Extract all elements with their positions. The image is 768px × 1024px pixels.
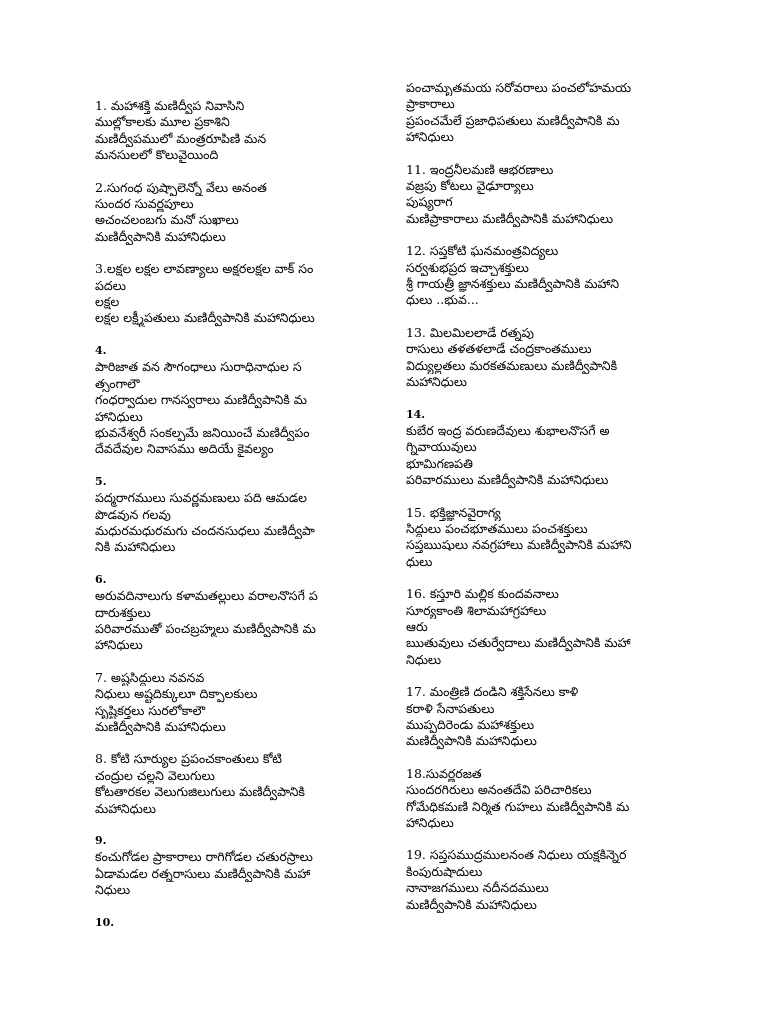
verse-line: హానిధులు: [95, 637, 143, 653]
verse-line: భువనేశ్వరీ సంకల్పమే జనియించే మణిద్వీపం: [95, 424, 310, 440]
verse-line: 9.: [95, 834, 107, 848]
verse-line: చంద్రుల చల్లని వెలుగులు: [95, 767, 215, 783]
verse-stanza: [95, 261, 415, 327]
verse-line: నిధులు అష్టదిక్కులూ దిక్పాలకులు: [95, 686, 258, 702]
verse-line: పొడవున గలవు: [95, 506, 171, 522]
verse-line: ధులు ..భువ...: [406, 292, 479, 308]
verse-line: మధురమధురమగు చందనసుధలు మణిద్వీపా: [95, 522, 315, 538]
verse-line: కింపురుషాదులు: [406, 863, 483, 879]
verse-line: కుబేర ఇంద్ర వరుణదేవులు శుభాలనొసగే అ: [406, 422, 610, 438]
verse-stanza: [95, 572, 415, 654]
verse-line: మహానిధులు: [95, 800, 157, 816]
verse-line: పుష్యరాగ: [406, 194, 453, 210]
verse-line: 14.: [406, 407, 426, 421]
verse-line: 13. మిలమిలలాడే రత్నపు: [406, 324, 535, 340]
verse-line: త్సంగాలౌ: [95, 375, 140, 391]
verse-line: ఋతువులు చతుర్వేదాలు మణిద్వీపానికి మహా: [406, 635, 631, 651]
verse-stanza: [95, 180, 415, 246]
verse-line: 11. ఇంద్రనీలమణి ఆభరణాలు: [406, 161, 554, 177]
verse-stanza: [406, 407, 726, 489]
verse-line: సుందరగిరులు అనంతదేవి పరిచారికలు: [406, 782, 592, 798]
verse-line: 4.: [95, 343, 107, 357]
verse-line: సప్తఋషులు నవగ్రహాలు మణిద్వీపానికి మహాని: [406, 537, 632, 553]
verse-stanza: [406, 243, 726, 309]
verse-stanza: [95, 98, 415, 164]
verse-line: 5.: [95, 474, 107, 488]
verse-line: 1. మహాశక్తి మణిద్వీప నివాసిని: [95, 98, 245, 113]
verse-line: వజ్రపు కోటలు వైఢూర్యాలు: [406, 178, 534, 194]
verse-line: ధులు: [406, 553, 433, 569]
verse-stanza: [406, 162, 726, 228]
verse-line: 15. భక్తిజ్ఞానవైరాగ్య: [406, 504, 501, 520]
verse-line: 12. సప్తకోటి ఘనమంత్రవిద్యలు: [406, 243, 559, 259]
verse-stanza: [95, 915, 415, 931]
verse-line: మణిద్వీపానికి మహానిధులు: [95, 228, 226, 244]
verse-line: 2.సుగంధ పుష్పాలెన్నో వేలు అనంత: [95, 179, 267, 195]
verse-line: హానిధులు: [406, 129, 454, 145]
verse-line: 18.సువర్ణరజత: [406, 765, 482, 781]
verse-line: పదలు: [95, 277, 126, 293]
verse-stanza: [406, 80, 726, 146]
verse-stanza: [95, 670, 415, 736]
right-column: [406, 80, 726, 929]
verse-line: గోమేధికమణి నిర్మిత గుహలు మణిద్వీపానికి మ: [406, 798, 630, 814]
verse-stanza: [95, 474, 415, 556]
verse-line: మణిద్వీపములో మంత్రరూపిణి మన: [95, 130, 267, 146]
verse-line: 19. సప్తసముద్రములనంత నిధులు యక్షకిన్నెర: [406, 847, 627, 863]
verse-line: విద్యుల్లతలు మరకతమణులు మణిద్వీపానికి: [406, 357, 618, 373]
verse-line: రాసులు తళతళలాడే చంద్రకాంతములు: [406, 341, 592, 357]
verse-line: సిద్ధులు పంచభూతములు పంచశక్తులు: [406, 520, 588, 536]
verse-line: ప్రాకారాలు: [406, 96, 455, 112]
verse-line: మహానిధులు: [406, 374, 468, 390]
verse-line: సూర్యకాంతి శిలామహాగ్రహాలు: [406, 602, 547, 618]
verse-line: గంధర్వాదుల గానస్వరాలు మణిద్వీపానికి మ: [95, 392, 308, 408]
verse-line: హానిధులు: [406, 815, 454, 831]
verse-line: గ్నివాయువులు: [406, 439, 477, 455]
verse-line: మణిద్వీపానికి మహానిధులు: [95, 719, 226, 734]
verse-stanza: [406, 684, 726, 750]
verse-line: ఆరు: [406, 618, 428, 634]
verse-stanza: [406, 505, 726, 571]
verse-stanza: [406, 847, 726, 913]
verse-line: భూమిగణపతి: [406, 455, 473, 471]
verse-stanza: [95, 343, 415, 458]
verse-line: నికి మహానిధులు: [95, 539, 176, 555]
verse-line: పరివారముతో పంచబ్రహ్మలు మణిద్వీపానికి మ: [95, 620, 316, 636]
verse-line: 8. కోటి సూర్యుల ప్రపంచకాంతులు కోటి: [95, 751, 282, 767]
verse-line: కోటతారకల వెలుగుజిలుగులు మణిద్వీపానికి: [95, 784, 305, 800]
verse-line: నిధులు: [406, 651, 442, 667]
verse-line: ప్రపంచమేలే ప్రజాధిపతులు మణిద్వీపానికి మ: [406, 112, 620, 128]
verse-line: నిధులు: [95, 882, 131, 898]
verse-stanza: [95, 751, 415, 817]
verse-line: దేవదేవుల నివాసము అదియే కైవల్యం: [95, 441, 274, 457]
verse-line: పారిజాత వన సౌగంధాలు సురాధినాధుల స: [95, 359, 302, 375]
verse-line: లక్షల: [95, 294, 120, 310]
verse-line: మణిప్రాకారాలు మణిద్వీపానికి మహానిధులు: [406, 210, 614, 226]
verse-line: కరాళి సేనాపతులు: [406, 700, 495, 716]
verse-line: నానాజగములు నదీనదములు: [406, 880, 549, 896]
verse-stanza: [406, 325, 726, 391]
verse-line: 3.లక్షల లక్షల లావణ్యాలు అక్షరలక్షల వాక్ సం: [95, 261, 314, 277]
verse-line: ముప్పదిరెండు మహాశక్తులు: [406, 717, 535, 732]
verse-line: 7. అష్టసిద్ధులు నవనవ: [95, 669, 205, 685]
verse-stanza: [95, 833, 415, 899]
verse-line: మణిద్వీపానికి మహానిధులు: [406, 733, 537, 749]
verse-line: 16. కస్తూరి మల్లిక కుందవనాలు: [406, 586, 559, 602]
verse-line: 6.: [95, 572, 107, 586]
verse-line: సుందర సువర్ణపూలు: [95, 196, 194, 212]
verse-line: అచంచలంబగు మనో సుఖాలు: [95, 212, 239, 228]
verse-line: పద్మరాగములు సువర్ణమణులు పది ఆమడల: [95, 490, 308, 506]
verse-line: పంచామృతమయ సరోవరాలు పంచలోహమయ: [406, 80, 632, 95]
verse-line: ఏడామడల రత్నరాసులు మణిద్వీపానికి మహా: [95, 865, 311, 881]
verse-line: లక్షల లక్ష్మీపతులు మణిద్వీపానికి మహానిధులు: [95, 310, 315, 326]
verse-line: అరువదినాలుగు కళామతల్లులు వరాలనొసగే ప: [95, 588, 318, 604]
verse-stanza: [406, 586, 726, 668]
verse-line: పరివారములు మణిద్వీపానికి మహానిధులు: [406, 472, 609, 488]
verse-line: మణిద్వీపానికి మహానిధులు: [406, 896, 537, 912]
verse-stanza: [406, 766, 726, 832]
verse-line: శ్రీ గాయత్రీ జ్ఞానశక్తులు మణిద్వీపానికి మహాని: [406, 276, 619, 292]
verse-line: 17. మంత్రిణి దండిని శక్తిసేనలు కాళి: [406, 684, 579, 700]
verse-line: సర్వశుభప్రద ఇచ్ఛాశక్తులు: [406, 259, 529, 275]
verse-line: హానిధులు: [95, 408, 143, 424]
verse-line: మనసులలో కొలువైయింది: [95, 147, 219, 163]
verse-line: 10.: [95, 915, 115, 929]
verse-line: కంచుగోడల ప్రాకారాలు రాగిగోడల చతురస్రాలు: [95, 849, 313, 865]
verse-line: సృష్టికర్తలు సురలోకాలౌ: [95, 702, 206, 718]
verse-line: ముల్లోకాలకు మూల ప్రకాశిని: [95, 114, 230, 130]
left-column: [95, 98, 415, 947]
verse-line: దారుశక్తులు: [95, 604, 151, 620]
